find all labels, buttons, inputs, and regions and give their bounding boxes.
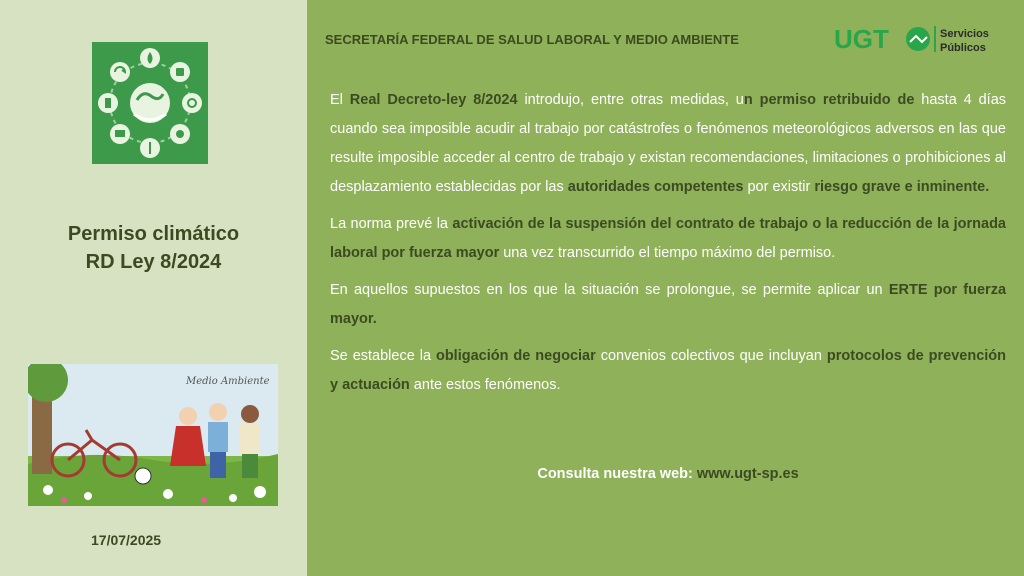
title-line-2: RD Ley 8/2024 [85,251,222,273]
logo-brand: UGT [834,24,889,54]
logo-line-2: Públicos [940,42,986,54]
web-link[interactable]: www.ugt-sp.es [696,466,799,482]
medio-ambiente-illustration [28,364,278,506]
ugt-logo [832,20,1012,62]
highlight: activación de la suspensión del contrato de trabajo o la reducción de la jornada laboral por fuerza mayor [330,216,1006,261]
text: En aquellos supuestos en los que la situación se prolongue, se permite aplicar un [330,282,889,298]
date: 17/07/2025 [91,532,162,548]
web-label: Consulta nuestra web: [537,466,693,482]
illustration-caption: Medio Ambiente [186,376,270,387]
highlight: obligación de negociar [435,348,596,364]
text: Se establece la [330,348,436,364]
highlight: riesgo grave e inminente. [814,179,990,195]
text: hasta 4 días cuando sea imposible acudir al trabajo por catástrofes o fenómenos meteorológicos adversos en las que resulte imposible acceder al centro de trabajo y existan recomendaciones, limitaciones o prohibiciones al desplazamiento establecidas por las [330,92,1007,195]
body-text [330,86,1006,408]
text: introdujo, entre otras medidas, u [517,92,744,108]
paragraph-1 [330,86,1006,202]
highlight: autoridades competentes [567,179,744,195]
paragraph-3 [330,276,1006,334]
text: El [330,92,350,108]
paragraph-2 [330,210,1006,268]
highlight: protocolos de prevención y actuación [330,348,1006,393]
highlight: ERTE por fuerza mayor. [330,282,1007,327]
header-title: SECRETARÍA FEDERAL DE SALUD LABORAL Y MEDIO AMBIENTE [325,32,739,47]
slide-title [20,220,287,276]
left-panel [0,0,307,576]
title-line-1: Permiso climático [67,223,240,245]
web-line [330,466,1006,482]
text: una vez transcurrido el tiempo máximo del permiso. [499,245,836,261]
highlight: n permiso retribuido de [743,92,915,108]
paragraph-4 [330,342,1006,400]
highlight: Real Decreto-ley 8/2024 [349,92,518,108]
logo-line-1: Servicios [940,28,989,40]
text: La norma prevé la [330,216,453,232]
text: convenios colectivos que incluyan [595,348,827,364]
environment-icons-graphic [92,42,208,164]
text: por existir [743,179,815,195]
text: ante estos fenómenos. [409,377,561,393]
